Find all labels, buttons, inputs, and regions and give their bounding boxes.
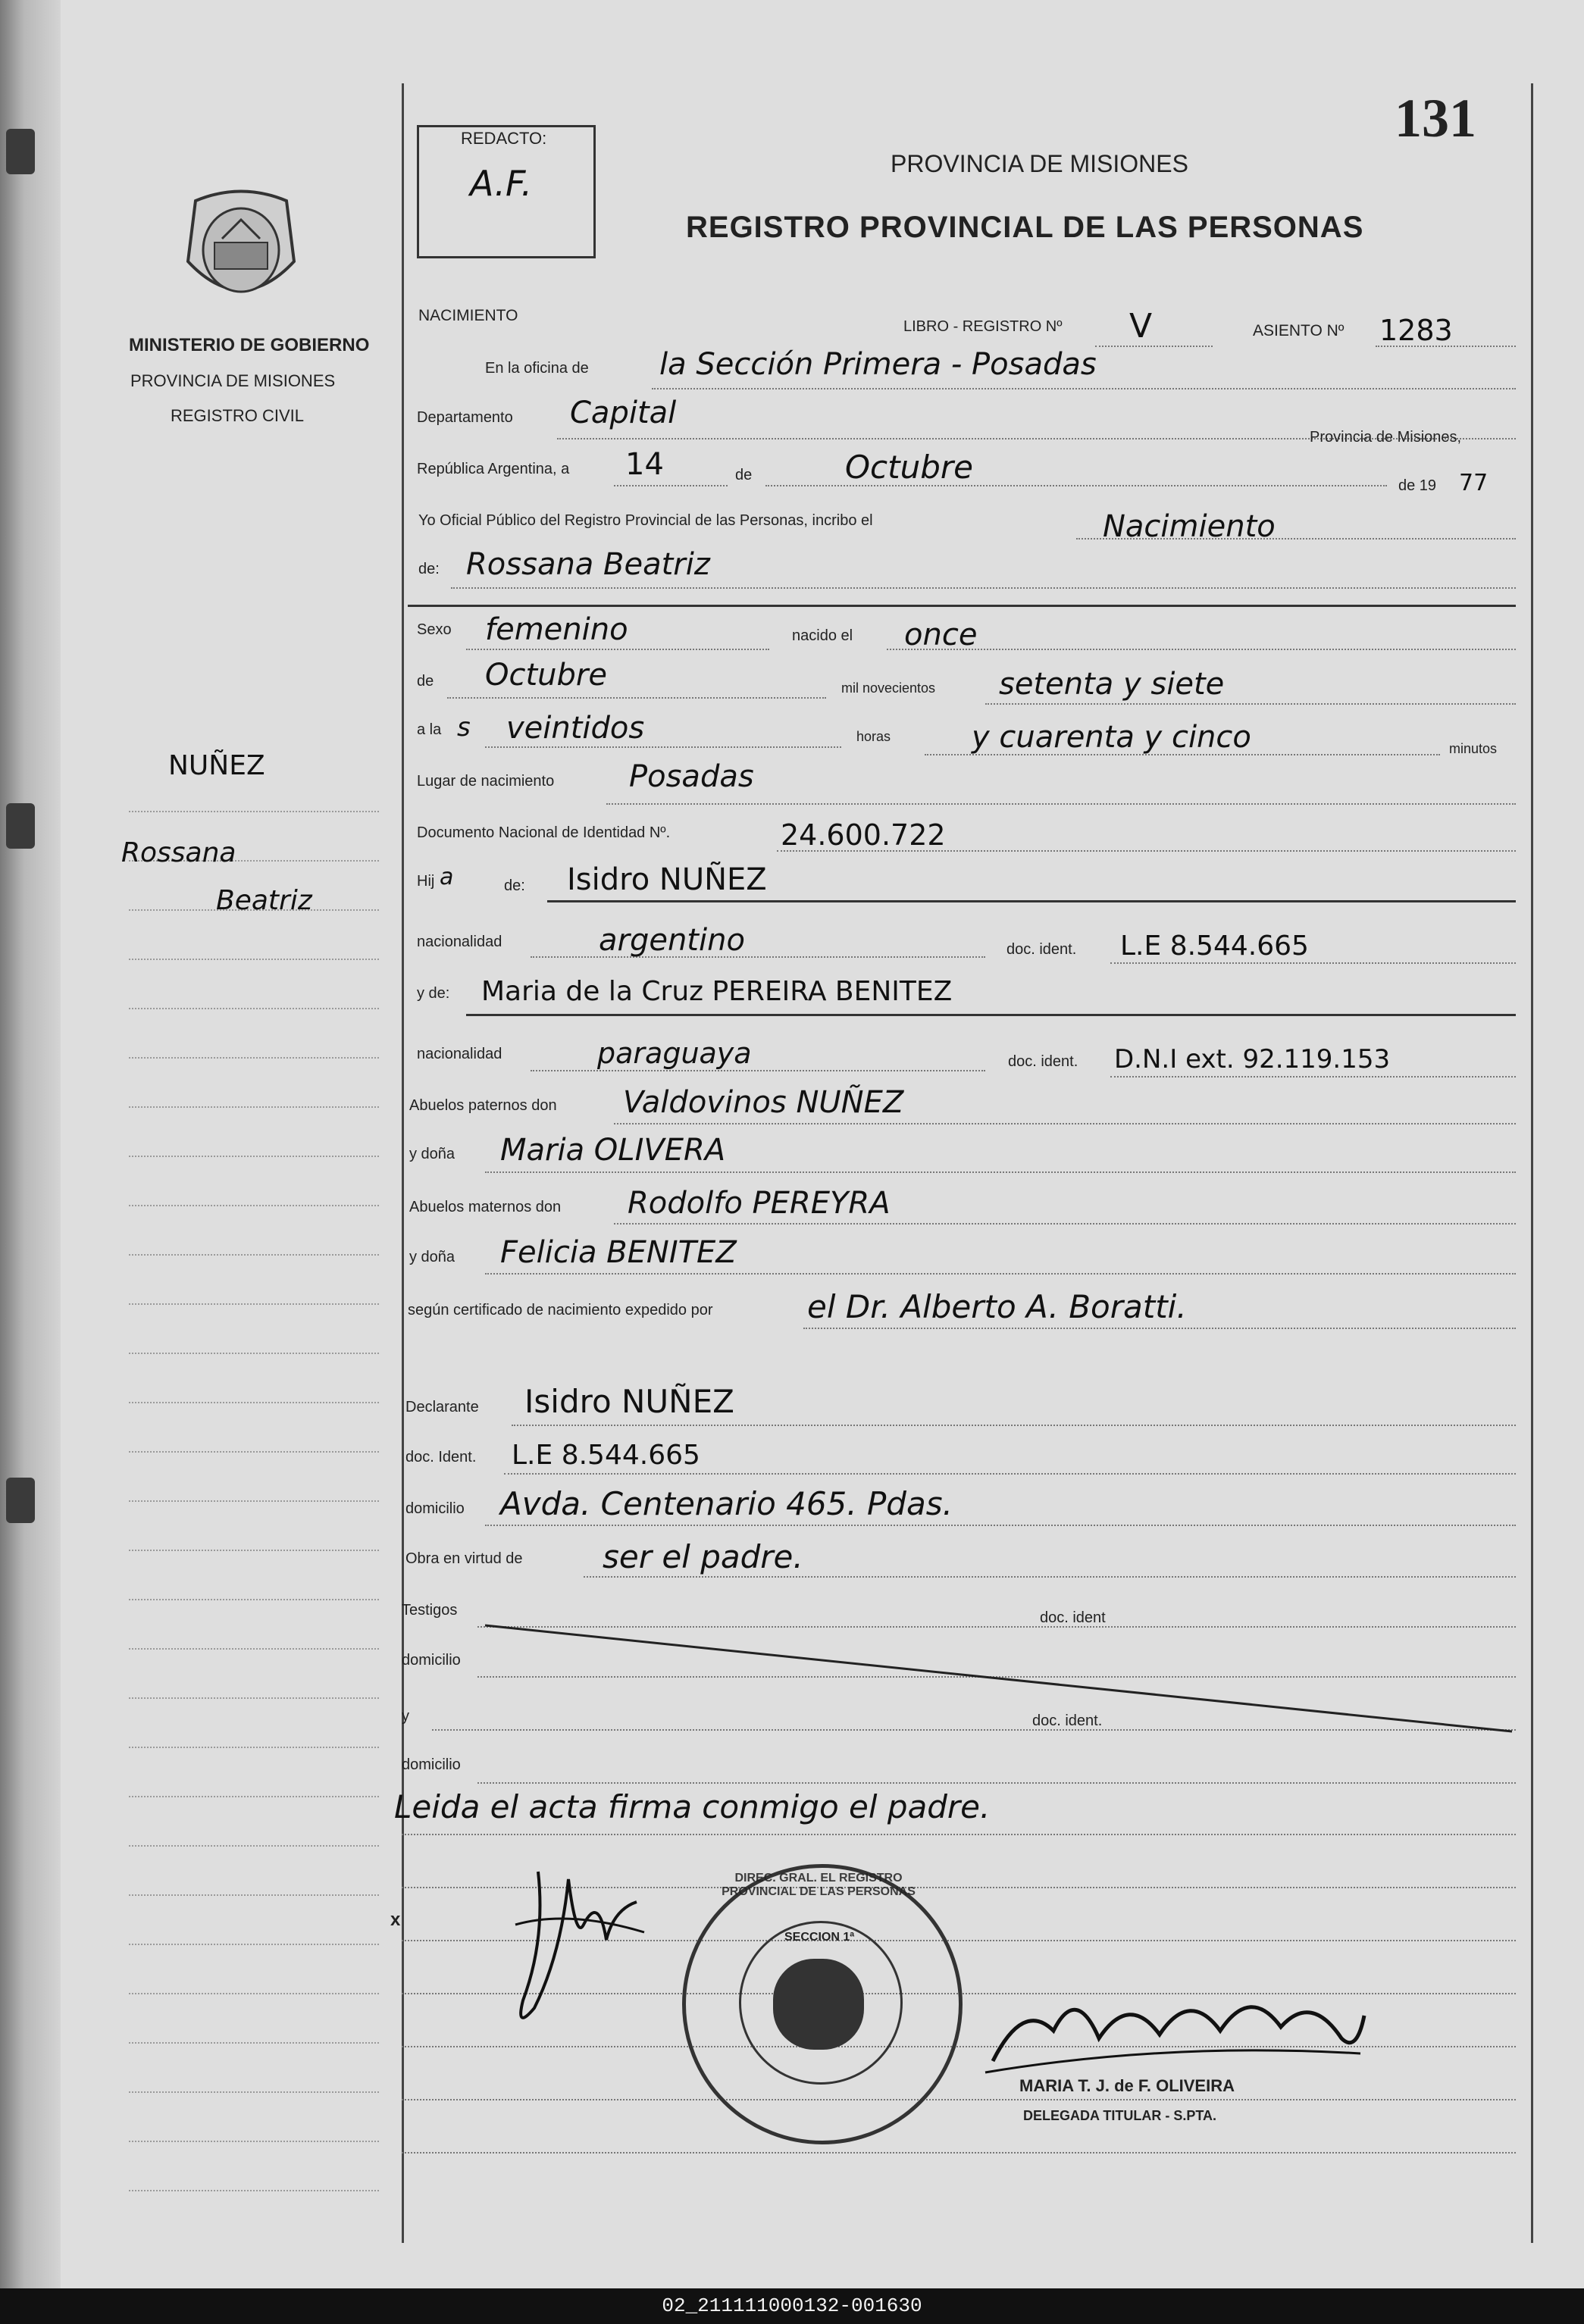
- minutos-value: y cuarenta y cinco: [972, 720, 1251, 755]
- seal-text: DIREC. GRAL. EL REGISTRO PROVINCIAL DE LAS PERSONAS: [722, 1872, 916, 1898]
- docident-value: L.E 8.544.665: [512, 1440, 700, 1471]
- sexo-label: Sexo: [417, 621, 452, 638]
- mil-value: setenta y siete: [999, 667, 1225, 702]
- ministry-line3: REGISTRO CIVIL: [171, 406, 305, 425]
- oficial-label: Yo Oficial Público del Registro Provincial de las Personas, incribo el: [418, 512, 873, 529]
- official-title: DELEGADA TITULAR - S.PTA.: [1023, 2108, 1216, 2123]
- declarant-signature-icon: [493, 1849, 659, 2038]
- de-label: de: [735, 467, 753, 483]
- oficina-value: la Sección Primera - Posadas: [659, 347, 1097, 382]
- header-province: PROVINCIA DE MISIONES: [891, 150, 1188, 177]
- redacto-value: A.F.: [470, 163, 533, 204]
- oficial-value: Nacimiento: [1103, 509, 1276, 544]
- republica-label: República Argentina, a: [417, 461, 570, 477]
- margin-given2: Beatriz: [216, 885, 312, 916]
- yde-label: y de:: [417, 985, 450, 1002]
- nac2-value: paraguaya: [597, 1037, 752, 1070]
- obra-value: ser el padre.: [603, 1538, 803, 1575]
- domicilio-value: Avda. Centenario 465. Pdas.: [500, 1485, 953, 1522]
- nombre-value: Rossana Beatriz: [466, 547, 710, 582]
- signature-x-mark: x: [390, 1910, 401, 1930]
- hijo-label: Hij: [417, 873, 435, 890]
- margin-given1: Rossana: [121, 837, 236, 868]
- abuelos-m-label: Abuelos maternos don: [409, 1199, 562, 1215]
- ministry-line2: PROVINCIA DE MISIONES: [130, 371, 336, 390]
- alas-hand: s: [457, 712, 471, 743]
- madre-value: Maria de la Cruz PEREIRA BENITEZ: [481, 976, 953, 1007]
- province-emblem-icon: [180, 186, 302, 318]
- abuelos-p-label: Abuelos paternos don: [409, 1097, 557, 1114]
- binding-gutter: [0, 0, 61, 2288]
- sexo-value: femenino: [485, 612, 628, 647]
- scan-id-footer: 02_211111000132-001630: [0, 2288, 1584, 2324]
- certificado-label: según certificado de nacimiento expedido por: [408, 1302, 713, 1318]
- de3-label: de: [417, 673, 434, 690]
- doc1-label: doc. ident.: [1006, 941, 1077, 958]
- binder-ring: [6, 129, 35, 174]
- doc1-value: L.E 8.544.665: [1120, 931, 1309, 962]
- strike-line: [485, 1622, 1516, 1735]
- abuelo-p-value: Valdovinos NUÑEZ: [623, 1085, 904, 1120]
- testigos-label: Testigos: [402, 1602, 458, 1619]
- hijo-de-label: de:: [504, 877, 525, 894]
- declarante-label: Declarante: [405, 1399, 479, 1415]
- abuela-m-value: Felicia BENITEZ: [500, 1235, 737, 1270]
- testigos-doc-label: doc. ident: [1040, 1609, 1106, 1626]
- domicilio-label: domicilio: [405, 1500, 465, 1517]
- docident-label: doc. Ident.: [405, 1449, 477, 1465]
- departamento-value: Capital: [570, 396, 677, 430]
- official-signature-icon: [978, 1970, 1372, 2084]
- lugar-label: Lugar de nacimiento: [417, 773, 555, 790]
- declarante-value: Isidro NUÑEZ: [524, 1383, 734, 1420]
- form-border-left: [402, 83, 404, 2243]
- dia-value: 14: [625, 447, 664, 482]
- libro-value: V: [1129, 307, 1153, 346]
- page-number: 131: [1395, 88, 1476, 149]
- de2-label: de:: [418, 561, 440, 577]
- minutos-label: minutos: [1449, 741, 1498, 756]
- seal-inner-text: SECCION 1ª: [784, 1931, 855, 1944]
- testigos-doc2-label: doc. ident.: [1032, 1713, 1103, 1729]
- testigos-dom-label: domicilio: [402, 1652, 461, 1669]
- testigos-dom2-label: domicilio: [402, 1756, 461, 1773]
- abuela-p-value: Maria OLIVERA: [500, 1133, 726, 1168]
- obra-label: Obra en virtud de: [405, 1550, 523, 1567]
- header-registry: REGISTRO PROVINCIAL DE LAS PERSONAS: [686, 211, 1364, 244]
- anio-label: de 19: [1398, 477, 1437, 494]
- nacido-label: nacido el: [792, 627, 853, 644]
- oficina-label: En la oficina de: [485, 360, 589, 377]
- nac1-label: nacionalidad: [417, 934, 502, 950]
- horas-label: horas: [856, 729, 891, 744]
- nacimiento-label: NACIMIENTO: [418, 307, 518, 324]
- dni-label: Documento Nacional de Identidad Nº.: [417, 824, 671, 841]
- seal-emblem-icon: [773, 1959, 864, 2050]
- redacto-label: REDACTO:: [461, 129, 547, 148]
- leida-value: Leida el acta firma conmigo el padre.: [394, 1788, 991, 1825]
- dni-value: 24.600.722: [781, 818, 946, 852]
- nac2-label: nacionalidad: [417, 1046, 502, 1062]
- departamento-label: Departamento: [417, 409, 513, 426]
- binder-ring: [6, 803, 35, 849]
- nacido-value: once: [904, 618, 978, 652]
- ministry-line1: MINISTERIO DE GOBIERNO: [129, 335, 370, 355]
- hijo-hand: a: [440, 864, 454, 890]
- provincia-label: Provincia de Misiones,: [1310, 429, 1462, 446]
- y-label: y: [402, 1708, 409, 1725]
- horas-value: veintidos: [506, 711, 645, 746]
- form-border-right: [1531, 83, 1533, 2243]
- dona2-label: y doña: [409, 1249, 455, 1265]
- abuelo-m-value: Rodolfo PEREYRA: [628, 1186, 891, 1221]
- margin-surname: NUÑEZ: [168, 750, 265, 781]
- lugar-value: Posadas: [629, 759, 754, 794]
- mil-label: mil novecientos: [841, 680, 936, 696]
- anio-value: 77: [1459, 470, 1489, 496]
- mes-value: Octubre: [845, 449, 974, 486]
- doc2-value: D.N.I ext. 92.119.153: [1114, 1044, 1391, 1074]
- official-name: MARIA T. J. de F. OLIVEIRA: [1019, 2076, 1235, 2095]
- asiento-value: 1283: [1379, 314, 1453, 347]
- nac1-value: argentino: [599, 923, 745, 958]
- alas-label: a la: [417, 721, 442, 738]
- asiento-label: ASIENTO Nº: [1253, 322, 1345, 339]
- padre-value: Isidro NUÑEZ: [567, 862, 767, 897]
- doc2-label: doc. ident.: [1008, 1053, 1078, 1070]
- mes2-value: Octubre: [485, 658, 607, 693]
- libro-label: LIBRO - REGISTRO Nº: [903, 318, 1063, 335]
- binder-ring: [6, 1478, 35, 1523]
- certificado-value: el Dr. Alberto A. Boratti.: [807, 1288, 1187, 1325]
- dona1-label: y doña: [409, 1146, 455, 1162]
